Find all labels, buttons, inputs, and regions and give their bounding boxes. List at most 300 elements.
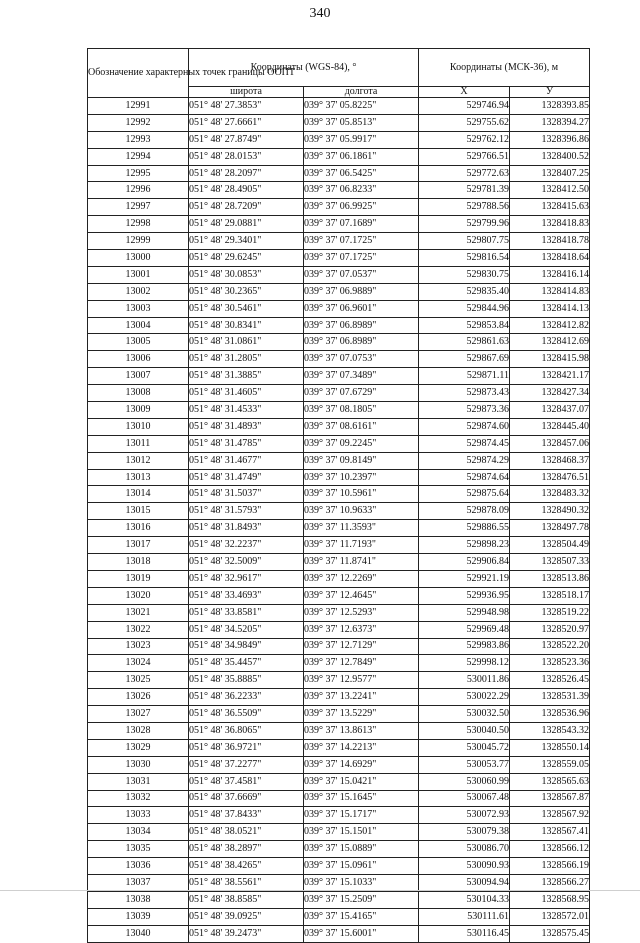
x-coordinate-cell: 529844.96: [419, 300, 510, 317]
table-row: [88, 385, 590, 402]
lat-header: широта: [189, 87, 304, 98]
x-coordinate-cell: 529755.62: [419, 114, 510, 131]
latitude-cell: 051° 48' 38.2897": [189, 841, 304, 858]
point-id-cell: 13008: [88, 385, 189, 402]
latitude-cell: 051° 48' 34.9849": [189, 638, 304, 655]
table-row: [88, 402, 590, 419]
x-coordinate-cell: 529867.69: [419, 351, 510, 368]
y-coordinate-cell: 1328559.05: [510, 756, 590, 773]
point-id-cell: 13011: [88, 435, 189, 452]
y-coordinate-cell: 1328507.33: [510, 554, 590, 571]
x-coordinate-cell: 529874.64: [419, 469, 510, 486]
x-coordinate-cell: 529861.63: [419, 334, 510, 351]
y-coordinate-cell: 1328490.32: [510, 503, 590, 520]
lon-header: долгота: [304, 87, 419, 98]
table-row: [88, 520, 590, 537]
longitude-cell: 039° 37' 06.8989": [304, 317, 419, 334]
table-row: [88, 199, 590, 216]
y-coordinate-cell: 1328566.19: [510, 858, 590, 875]
point-id-cell: 12992: [88, 114, 189, 131]
longitude-cell: 039° 37' 07.6729": [304, 385, 419, 402]
point-id-cell: 13022: [88, 621, 189, 638]
latitude-cell: 051° 48' 31.4749": [189, 469, 304, 486]
y-coordinate-cell: 1328513.86: [510, 570, 590, 587]
x-coordinate-cell: 529746.94: [419, 98, 510, 115]
x-header: X: [419, 87, 510, 98]
y-coordinate-cell: 1328520.97: [510, 621, 590, 638]
y-coordinate-cell: 1328522.20: [510, 638, 590, 655]
y-coordinate-cell: 1328536.96: [510, 706, 590, 723]
point-id-cell: 13012: [88, 452, 189, 469]
x-coordinate-cell: 529816.54: [419, 250, 510, 267]
point-id-cell: 13006: [88, 351, 189, 368]
longitude-cell: 039° 37' 14.2213": [304, 739, 419, 756]
point-id-cell: 13003: [88, 300, 189, 317]
longitude-cell: 039° 37' 06.9889": [304, 283, 419, 300]
y-coordinate-cell: 1328567.92: [510, 807, 590, 824]
y-coordinate-cell: 1328415.63: [510, 199, 590, 216]
longitude-cell: 039° 37' 12.2269": [304, 570, 419, 587]
latitude-cell: 051° 48' 31.8493": [189, 520, 304, 537]
x-coordinate-cell: 529948.98: [419, 604, 510, 621]
y-coordinate-cell: 1328572.01: [510, 908, 590, 925]
longitude-cell: 039° 37' 15.1501": [304, 824, 419, 841]
longitude-cell: 039° 37' 07.0537": [304, 266, 419, 283]
point-id-cell: 13029: [88, 739, 189, 756]
table-row: [88, 300, 590, 317]
y-header: У: [510, 87, 590, 98]
y-coordinate-cell: 1328418.83: [510, 216, 590, 233]
longitude-cell: 039° 37' 13.5229": [304, 706, 419, 723]
point-id-cell: 13004: [88, 317, 189, 334]
table-row: [88, 283, 590, 300]
point-id-cell: 13014: [88, 486, 189, 503]
coordinates-table: [87, 48, 590, 943]
longitude-cell: 039° 37' 09.2245": [304, 435, 419, 452]
point-id-cell: 13019: [88, 570, 189, 587]
latitude-cell: 051° 48' 37.2277": [189, 756, 304, 773]
point-id-cell: 12997: [88, 199, 189, 216]
latitude-cell: 051° 48' 32.9617": [189, 570, 304, 587]
x-coordinate-cell: 529799.96: [419, 216, 510, 233]
longitude-cell: 039° 37' 15.0421": [304, 773, 419, 790]
table-row: [88, 165, 590, 182]
table-row: [88, 773, 590, 790]
longitude-cell: 039° 37' 06.5425": [304, 165, 419, 182]
table-row: [88, 114, 590, 131]
point-id-cell: 13038: [88, 891, 189, 908]
table-row: [88, 858, 590, 875]
longitude-cell: 039° 37' 06.9601": [304, 300, 419, 317]
longitude-cell: 039° 37' 06.9925": [304, 199, 419, 216]
x-coordinate-cell: 529983.86: [419, 638, 510, 655]
table-row: [88, 689, 590, 706]
x-coordinate-cell: 529998.12: [419, 655, 510, 672]
latitude-cell: 051° 48' 31.0861": [189, 334, 304, 351]
table-row: [88, 706, 590, 723]
x-coordinate-cell: 529762.12: [419, 131, 510, 148]
latitude-cell: 051° 48' 37.6669": [189, 790, 304, 807]
longitude-cell: 039° 37' 15.2509": [304, 891, 419, 908]
y-coordinate-cell: 1328414.13: [510, 300, 590, 317]
point-id-cell: 13026: [88, 689, 189, 706]
y-coordinate-cell: 1328412.50: [510, 182, 590, 199]
table-row: [88, 452, 590, 469]
longitude-cell: 039° 37' 08.1805": [304, 402, 419, 419]
longitude-cell: 039° 37' 08.6161": [304, 418, 419, 435]
longitude-cell: 039° 37' 05.8513": [304, 114, 419, 131]
point-id-cell: 12991: [88, 98, 189, 115]
longitude-cell: 039° 37' 06.8233": [304, 182, 419, 199]
latitude-cell: 051° 48' 36.8065": [189, 722, 304, 739]
x-coordinate-cell: 529835.40: [419, 283, 510, 300]
table-row: [88, 368, 590, 385]
point-id-cell: 13031: [88, 773, 189, 790]
longitude-cell: 039° 37' 13.2241": [304, 689, 419, 706]
latitude-cell: 051° 48' 27.3853": [189, 98, 304, 115]
latitude-cell: 051° 48' 29.3401": [189, 233, 304, 250]
table-row: [88, 824, 590, 841]
x-coordinate-cell: 529873.36: [419, 402, 510, 419]
latitude-cell: 051° 48' 38.5561": [189, 874, 304, 891]
table-row: [88, 469, 590, 486]
latitude-cell: 051° 48' 38.8585": [189, 891, 304, 908]
y-coordinate-cell: 1328565.63: [510, 773, 590, 790]
table-row: [88, 739, 590, 756]
latitude-cell: 051° 48' 31.4533": [189, 402, 304, 419]
y-coordinate-cell: 1328543.32: [510, 722, 590, 739]
point-id-cell: 13013: [88, 469, 189, 486]
y-coordinate-cell: 1328567.87: [510, 790, 590, 807]
point-id-cell: 13033: [88, 807, 189, 824]
page-divider: [0, 890, 640, 891]
latitude-cell: 051° 48' 27.6661": [189, 114, 304, 131]
longitude-cell: 039° 37' 10.5961": [304, 486, 419, 503]
table-row: [88, 537, 590, 554]
longitude-cell: 039° 37' 11.8741": [304, 554, 419, 571]
x-coordinate-cell: 529807.75: [419, 233, 510, 250]
point-id-cell: 13005: [88, 334, 189, 351]
point-id-cell: 13034: [88, 824, 189, 841]
latitude-cell: 051° 48' 31.5037": [189, 486, 304, 503]
latitude-cell: 051° 48' 28.0153": [189, 148, 304, 165]
y-coordinate-cell: 1328531.39: [510, 689, 590, 706]
latitude-cell: 051° 48' 29.0881": [189, 216, 304, 233]
longitude-cell: 039° 37' 11.3593": [304, 520, 419, 537]
page-number: 340: [309, 6, 331, 21]
longitude-cell: 039° 37' 15.6001": [304, 925, 419, 942]
y-coordinate-cell: 1328497.78: [510, 520, 590, 537]
x-coordinate-cell: 530104.33: [419, 891, 510, 908]
table-row: [88, 182, 590, 199]
point-id-cell: 13039: [88, 908, 189, 925]
y-coordinate-cell: 1328400.52: [510, 148, 590, 165]
x-coordinate-cell: 529853.84: [419, 317, 510, 334]
y-coordinate-cell: 1328396.86: [510, 131, 590, 148]
longitude-cell: 039° 37' 12.7129": [304, 638, 419, 655]
msk-header: Координаты (МСК-36), м: [419, 49, 590, 87]
latitude-cell: 051° 48' 35.4457": [189, 655, 304, 672]
longitude-cell: 039° 37' 11.7193": [304, 537, 419, 554]
latitude-cell: 051° 48' 36.2233": [189, 689, 304, 706]
x-coordinate-cell: 529875.64: [419, 486, 510, 503]
x-coordinate-cell: 529766.51: [419, 148, 510, 165]
point-id-cell: 13021: [88, 604, 189, 621]
y-coordinate-cell: 1328421.17: [510, 368, 590, 385]
latitude-cell: 051° 48' 35.8885": [189, 672, 304, 689]
latitude-cell: 051° 48' 30.2365": [189, 283, 304, 300]
x-coordinate-cell: 529871.11: [419, 368, 510, 385]
x-coordinate-cell: 529781.39: [419, 182, 510, 199]
point-id-cell: 13002: [88, 283, 189, 300]
longitude-cell: 039° 37' 15.1717": [304, 807, 419, 824]
latitude-cell: 051° 48' 28.2097": [189, 165, 304, 182]
latitude-cell: 051° 48' 32.2237": [189, 537, 304, 554]
x-coordinate-cell: 529772.63: [419, 165, 510, 182]
x-coordinate-cell: 530067.48: [419, 790, 510, 807]
table-row: [88, 435, 590, 452]
latitude-cell: 051° 48' 31.4605": [189, 385, 304, 402]
x-coordinate-cell: 530111.61: [419, 908, 510, 925]
x-coordinate-cell: 529874.60: [419, 418, 510, 435]
y-coordinate-cell: 1328483.32: [510, 486, 590, 503]
table-row: [88, 216, 590, 233]
latitude-cell: 051° 48' 39.2473": [189, 925, 304, 942]
table-row: [88, 250, 590, 267]
longitude-cell: 039° 37' 07.1689": [304, 216, 419, 233]
table-row: [88, 486, 590, 503]
longitude-cell: 039° 37' 15.1645": [304, 790, 419, 807]
longitude-cell: 039° 37' 06.1861": [304, 148, 419, 165]
y-coordinate-cell: 1328445.40: [510, 418, 590, 435]
y-coordinate-cell: 1328393.85: [510, 98, 590, 115]
point-id-cell: 13015: [88, 503, 189, 520]
latitude-cell: 051° 48' 28.4905": [189, 182, 304, 199]
latitude-cell: 051° 48' 38.0521": [189, 824, 304, 841]
latitude-cell: 051° 48' 39.0925": [189, 908, 304, 925]
x-coordinate-cell: 529788.56: [419, 199, 510, 216]
y-coordinate-cell: 1328418.64: [510, 250, 590, 267]
y-coordinate-cell: 1328468.37: [510, 452, 590, 469]
x-coordinate-cell: 530116.45: [419, 925, 510, 942]
latitude-cell: 051° 48' 33.4693": [189, 587, 304, 604]
longitude-cell: 039° 37' 07.0753": [304, 351, 419, 368]
table-body: [88, 98, 590, 943]
x-coordinate-cell: 530094.94: [419, 874, 510, 891]
latitude-cell: 051° 48' 31.4677": [189, 452, 304, 469]
table-row: [88, 604, 590, 621]
longitude-cell: 039° 37' 15.1033": [304, 874, 419, 891]
longitude-cell: 039° 37' 05.9917": [304, 131, 419, 148]
y-coordinate-cell: 1328415.98: [510, 351, 590, 368]
longitude-cell: 039° 37' 15.4165": [304, 908, 419, 925]
point-id-cell: 12998: [88, 216, 189, 233]
latitude-cell: 051° 48' 33.8581": [189, 604, 304, 621]
table-row: [88, 570, 590, 587]
point-id-cell: 13037: [88, 874, 189, 891]
point-id-cell: 13027: [88, 706, 189, 723]
table-row: [88, 908, 590, 925]
longitude-cell: 039° 37' 12.4645": [304, 587, 419, 604]
point-id-cell: 13020: [88, 587, 189, 604]
latitude-cell: 051° 48' 38.4265": [189, 858, 304, 875]
table-row: [88, 148, 590, 165]
table-row: [88, 587, 590, 604]
table-row: [88, 756, 590, 773]
table-row: [88, 925, 590, 942]
longitude-cell: 039° 37' 10.9633": [304, 503, 419, 520]
latitude-cell: 051° 48' 31.2805": [189, 351, 304, 368]
x-coordinate-cell: 530060.99: [419, 773, 510, 790]
latitude-cell: 051° 48' 36.5509": [189, 706, 304, 723]
point-id-cell: 13030: [88, 756, 189, 773]
latitude-cell: 051° 48' 37.8433": [189, 807, 304, 824]
table-row: [88, 418, 590, 435]
y-coordinate-cell: 1328566.27: [510, 874, 590, 891]
y-coordinate-cell: 1328412.69: [510, 334, 590, 351]
longitude-cell: 039° 37' 07.1725": [304, 250, 419, 267]
longitude-cell: 039° 37' 12.9577": [304, 672, 419, 689]
point-id-cell: 13016: [88, 520, 189, 537]
y-coordinate-cell: 1328418.78: [510, 233, 590, 250]
wgs-header: Координаты (WGS-84), °: [189, 49, 419, 87]
latitude-cell: 051° 48' 28.7209": [189, 199, 304, 216]
table-row: [88, 841, 590, 858]
longitude-cell: 039° 37' 12.6373": [304, 621, 419, 638]
point-id-cell: 12994: [88, 148, 189, 165]
longitude-cell: 039° 37' 12.5293": [304, 604, 419, 621]
y-coordinate-cell: 1328504.49: [510, 537, 590, 554]
latitude-cell: 051° 48' 30.0853": [189, 266, 304, 283]
x-coordinate-cell: 529936.95: [419, 587, 510, 604]
point-id-cell: 13035: [88, 841, 189, 858]
point-id-cell: 13036: [88, 858, 189, 875]
point-id-cell: 13017: [88, 537, 189, 554]
latitude-cell: 051° 48' 29.6245": [189, 250, 304, 267]
y-coordinate-cell: 1328568.95: [510, 891, 590, 908]
table-row: [88, 722, 590, 739]
table-row: [88, 807, 590, 824]
y-coordinate-cell: 1328526.45: [510, 672, 590, 689]
table-row: [88, 98, 590, 115]
x-coordinate-cell: 529969.48: [419, 621, 510, 638]
y-coordinate-cell: 1328567.41: [510, 824, 590, 841]
table-row: [88, 503, 590, 520]
x-coordinate-cell: 530086.70: [419, 841, 510, 858]
table-row: [88, 131, 590, 148]
latitude-cell: 051° 48' 32.5009": [189, 554, 304, 571]
point-id-cell: 13001: [88, 266, 189, 283]
point-id-cell: 13023: [88, 638, 189, 655]
latitude-cell: 051° 48' 30.8341": [189, 317, 304, 334]
longitude-cell: 039° 37' 05.8225": [304, 98, 419, 115]
point-id-cell: 13032: [88, 790, 189, 807]
y-coordinate-cell: 1328523.36: [510, 655, 590, 672]
table-row: [88, 790, 590, 807]
longitude-cell: 039° 37' 15.0889": [304, 841, 419, 858]
longitude-cell: 039° 37' 10.2397": [304, 469, 419, 486]
table-row: [88, 334, 590, 351]
table-row: [88, 621, 590, 638]
point-id-cell: 13007: [88, 368, 189, 385]
x-coordinate-cell: 529830.75: [419, 266, 510, 283]
x-coordinate-cell: 529886.55: [419, 520, 510, 537]
x-coordinate-cell: 529921.19: [419, 570, 510, 587]
y-coordinate-cell: 1328416.14: [510, 266, 590, 283]
point-id-cell: 12995: [88, 165, 189, 182]
x-coordinate-cell: 529898.23: [419, 537, 510, 554]
y-coordinate-cell: 1328550.14: [510, 739, 590, 756]
point-id-cell: 13025: [88, 672, 189, 689]
point-id-cell: 13028: [88, 722, 189, 739]
latitude-cell: 051° 48' 34.5205": [189, 621, 304, 638]
longitude-cell: 039° 37' 07.1725": [304, 233, 419, 250]
table-row: [88, 233, 590, 250]
y-coordinate-cell: 1328519.22: [510, 604, 590, 621]
table-row: [88, 638, 590, 655]
x-coordinate-cell: 529878.09: [419, 503, 510, 520]
y-coordinate-cell: 1328566.12: [510, 841, 590, 858]
x-coordinate-cell: 530053.77: [419, 756, 510, 773]
latitude-cell: 051° 48' 31.4893": [189, 418, 304, 435]
longitude-cell: 039° 37' 06.8989": [304, 334, 419, 351]
y-coordinate-cell: 1328412.82: [510, 317, 590, 334]
point-id-cell: 13040: [88, 925, 189, 942]
longitude-cell: 039° 37' 07.3489": [304, 368, 419, 385]
latitude-cell: 051° 48' 37.4581": [189, 773, 304, 790]
y-coordinate-cell: 1328575.45: [510, 925, 590, 942]
longitude-cell: 039° 37' 15.0961": [304, 858, 419, 875]
table-row: [88, 672, 590, 689]
x-coordinate-cell: 530011.86: [419, 672, 510, 689]
y-coordinate-cell: 1328437.07: [510, 402, 590, 419]
y-coordinate-cell: 1328427.34: [510, 385, 590, 402]
table-row: [88, 891, 590, 908]
x-coordinate-cell: 530090.93: [419, 858, 510, 875]
latitude-cell: 051° 48' 27.8749": [189, 131, 304, 148]
y-coordinate-cell: 1328414.83: [510, 283, 590, 300]
table-row: [88, 351, 590, 368]
longitude-cell: 039° 37' 13.8613": [304, 722, 419, 739]
x-coordinate-cell: 529874.29: [419, 452, 510, 469]
y-coordinate-cell: 1328407.25: [510, 165, 590, 182]
point-id-cell: 13000: [88, 250, 189, 267]
y-coordinate-cell: 1328518.17: [510, 587, 590, 604]
x-coordinate-cell: 530022.29: [419, 689, 510, 706]
longitude-cell: 039° 37' 09.8149": [304, 452, 419, 469]
x-coordinate-cell: 529873.43: [419, 385, 510, 402]
longitude-cell: 039° 37' 12.7849": [304, 655, 419, 672]
point-id-cell: 13018: [88, 554, 189, 571]
x-coordinate-cell: 530045.72: [419, 739, 510, 756]
x-coordinate-cell: 529906.84: [419, 554, 510, 571]
table-row: [88, 317, 590, 334]
latitude-cell: 051° 48' 30.5461": [189, 300, 304, 317]
latitude-cell: 051° 48' 36.9721": [189, 739, 304, 756]
point-id-cell: 12999: [88, 233, 189, 250]
y-coordinate-cell: 1328394.27: [510, 114, 590, 131]
point-id-cell: 13024: [88, 655, 189, 672]
table-row: [88, 655, 590, 672]
table-row: [88, 554, 590, 571]
point-id-cell: 13009: [88, 402, 189, 419]
longitude-cell: 039° 37' 14.6929": [304, 756, 419, 773]
point-label-header: Обозначение характерных точек границы ООПТ: [88, 49, 189, 98]
y-coordinate-cell: 1328457.06: [510, 435, 590, 452]
x-coordinate-cell: 530040.50: [419, 722, 510, 739]
point-id-cell: 12993: [88, 131, 189, 148]
latitude-cell: 051° 48' 31.5793": [189, 503, 304, 520]
